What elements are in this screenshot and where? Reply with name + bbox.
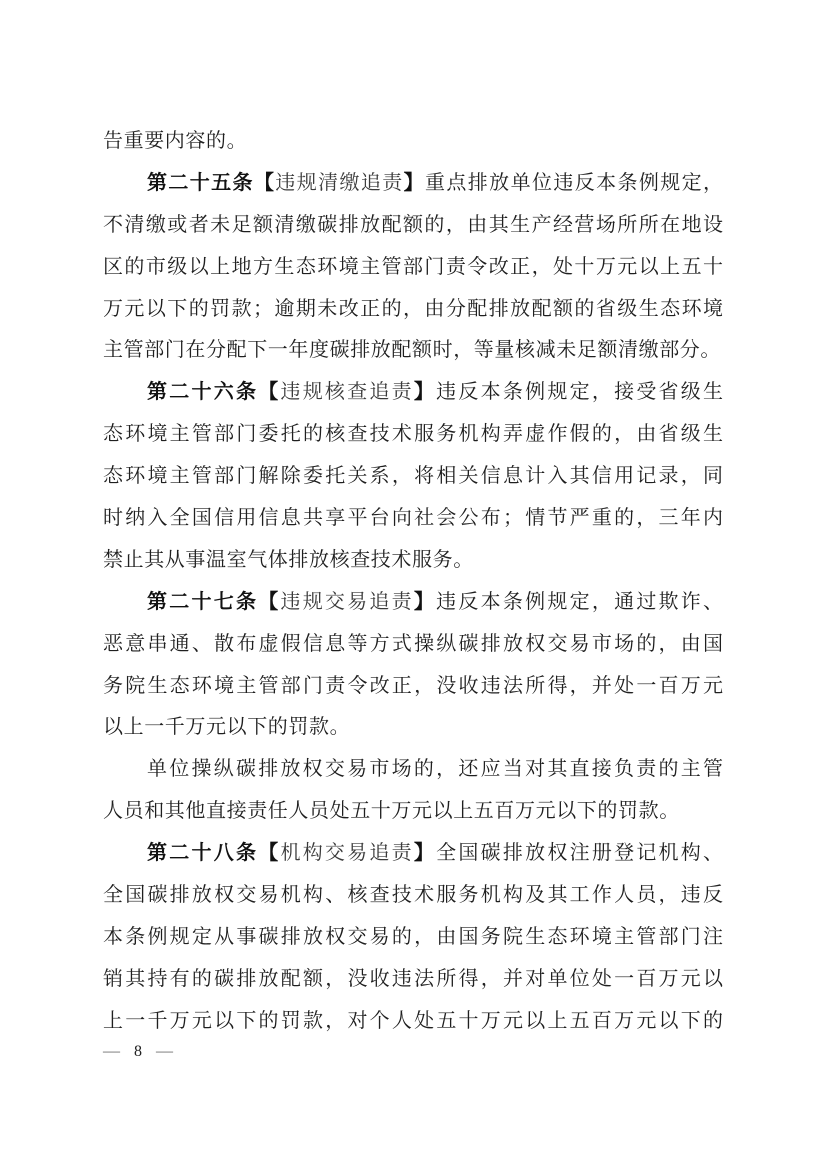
line-text: 全国碳排放权交易机构、核查技术服务机构及其工作人员，违反 (103, 884, 723, 907)
article-annotation: 违规清缴追责 (275, 171, 404, 194)
annotation-bracket-close: 】 (403, 171, 426, 194)
line-text: 禁止其从事温室气体排放核查技术服务。 (103, 548, 474, 571)
line-text: 全国碳排放权注册登记机构、 (436, 842, 724, 865)
line-text: 告重要内容的。 (103, 130, 248, 152)
annotation-bracket-open: 【 (258, 590, 281, 613)
line-text: 态环境主管部门委托的核查技术服务机构弄虚作假的，由省级生 (103, 423, 723, 446)
page-footer (103, 1036, 173, 1066)
article-heading-line (103, 163, 723, 205)
document-body (103, 121, 723, 1043)
text-line (103, 289, 723, 331)
text-line (103, 666, 723, 708)
line-text: 时纳入全国信用信息共享平台向社会公布；情节严重的，三年内 (103, 507, 723, 530)
text-line (103, 121, 723, 163)
text-line (103, 330, 723, 372)
footer-dash-left: — (103, 1041, 120, 1060)
text-line (103, 205, 723, 247)
article-number: 第二十五条 (147, 171, 254, 194)
article-annotation: 违规交易追责 (280, 590, 414, 613)
line-text: 态环境主管部门解除委托关系，将相关信息计入其信用记录，同 (103, 465, 723, 488)
text-line (103, 414, 723, 456)
line-text: 万元以下的罚款；逾期未改正的，由分配排放配额的省级生态环境 (103, 297, 723, 320)
text-line (103, 1001, 723, 1043)
text-line (103, 456, 723, 498)
line-text: 销其持有的碳排放配额，没收违法所得，并对单位处一百万元以 (103, 967, 723, 990)
line-text: 主管部门在分配下一年度碳排放配额时，等量核减未足额清缴部分。 (103, 339, 721, 362)
text-line (103, 791, 723, 833)
article-number: 第二十七条 (147, 590, 259, 613)
line-text: 务院生态环境主管部门责令改正，没收违法所得，并处一百万元 (103, 674, 723, 697)
text-line (103, 498, 723, 540)
annotation-bracket-open: 【 (258, 842, 281, 865)
article-annotation: 违规核查追责 (280, 381, 414, 404)
line-text: 本条例规定从事碳排放权交易的，由国务院生态环境主管部门注 (103, 925, 723, 948)
line-text: 区的市级以上地方生态环境主管部门责令改正，处十万元以上五十 (103, 255, 723, 278)
article-annotation: 机构交易追责 (280, 842, 414, 865)
annotation-bracket-open: 【 (258, 381, 281, 404)
article-heading-line (103, 833, 723, 875)
footer-dash-right: — (156, 1041, 173, 1060)
line-text: 上一千万元以下的罚款，对个人处五十万元以上五百万元以下的 (103, 1009, 723, 1032)
text-line (103, 959, 723, 1001)
line-text: 单位操纵碳排放权交易市场的，还应当对其直接负责的主管 (147, 758, 723, 781)
text-line (103, 540, 723, 582)
article-number: 第二十八条 (147, 842, 259, 865)
annotation-bracket-close: 】 (413, 590, 437, 613)
text-line (103, 624, 723, 666)
text-line (103, 917, 723, 959)
text-line (103, 707, 723, 749)
article-heading-line (103, 372, 723, 414)
line-text: 违反本条例规定，接受省级生 (436, 381, 724, 404)
line-text: 不清缴或者未足额清缴碳排放配额的，由其生产经营场所所在地设 (103, 213, 723, 236)
annotation-bracket-close: 】 (413, 381, 437, 404)
annotation-bracket-close: 】 (413, 842, 437, 865)
line-text: 重点排放单位违反本条例规定， (425, 171, 724, 194)
line-text: 违反本条例规定，通过欺诈、 (436, 590, 724, 613)
text-line (103, 749, 723, 791)
line-text: 以上一千万元以下的罚款。 (103, 716, 351, 739)
page-number: 8 (134, 1043, 142, 1060)
line-text: 人员和其他直接责任人员处五十万元以上五百万元以下的罚款。 (103, 800, 680, 823)
article-number: 第二十六条 (147, 381, 259, 404)
text-line (103, 875, 723, 917)
annotation-bracket-open: 【 (253, 171, 276, 194)
article-heading-line (103, 582, 723, 624)
text-line (103, 247, 723, 289)
line-text: 恶意串通、散布虚假信息等方式操纵碳排放权交易市场的，由国 (103, 632, 723, 655)
